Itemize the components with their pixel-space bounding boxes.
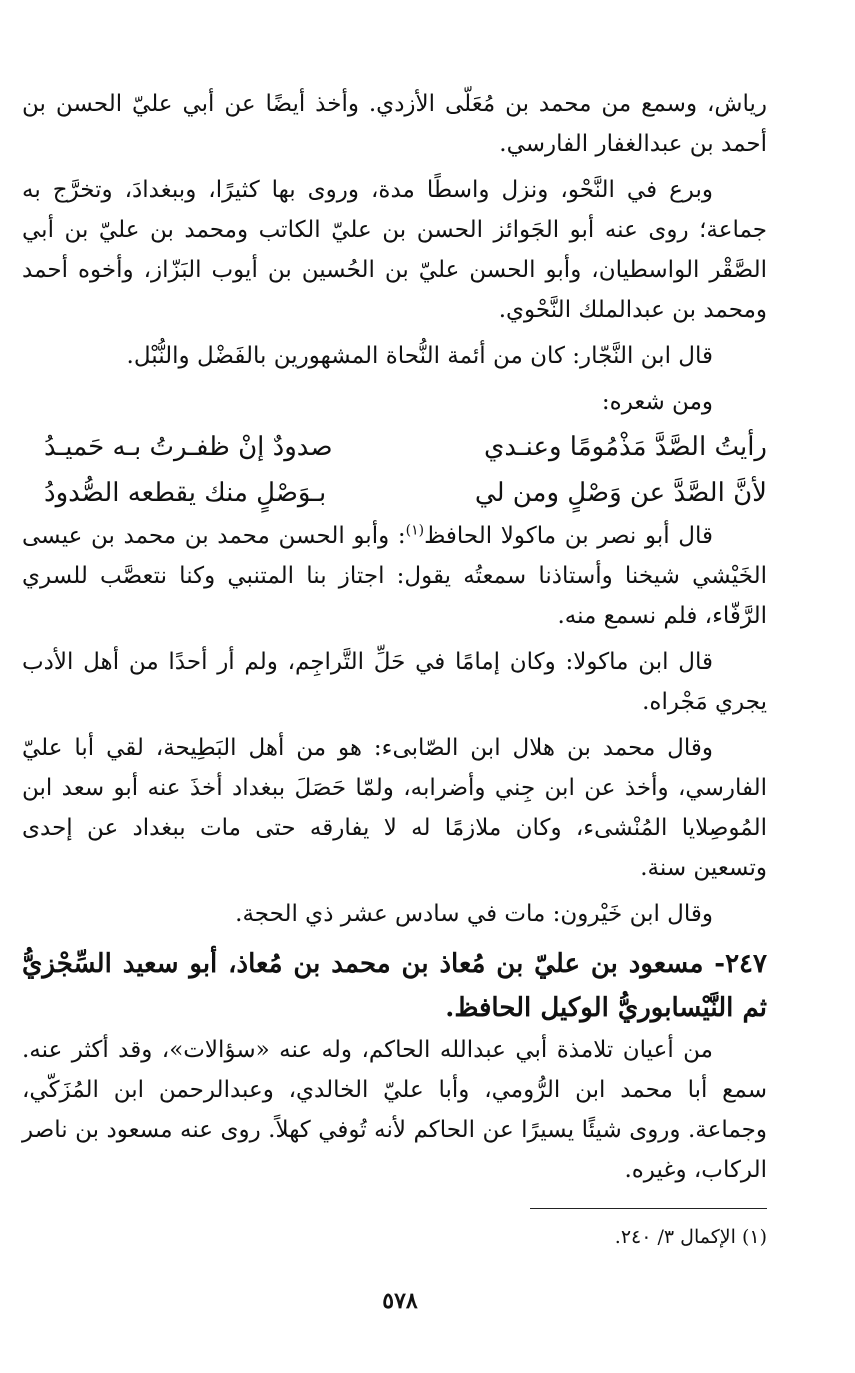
verse-1-first-half: رأيتُ الصَّدَّ مَذْمُومًا وعنـدي (484, 432, 767, 462)
paragraph-5 (22, 516, 767, 636)
paragraph-9: من أعيان تلامذة أبي عبدالله الحاكم، وله عنه «سؤالات»، وقد أكثر عنه. سمع أبا محمد ابن الرُّومي، وأبا عليّ الخالدي، وعبدالرحمن ابن المُزَكّي، وجماعة. وروى شيئًا يسيرًا عن الحاكم لأنه تُوفي كهلاً. روى عنه مسعود بن ناصر الركاب، وغيره. (22, 1037, 767, 1183)
paragraph-5-start: قال أبو نصر بن ماكولا الحافظ (424, 523, 713, 549)
poem-verse-2 (22, 470, 767, 516)
entry-heading: ٢٤٧- مسعود بن عليّ بن مُعاذ بن محمد بن مُعاذ، أبو سعيد السِّجْزيُّ ثم النَّيْسابوريُّ الوكيل الحافظ. (22, 949, 767, 1023)
main-text (22, 84, 767, 1190)
footnote-text: الإكمال ٣/ ٢٤٠. (614, 1226, 736, 1248)
poem (22, 424, 767, 516)
paragraph-1: رياش، وسمع من محمد بن مُعَلّى الأزدي. وأخذ أيضًا عن أبي عليّ الحسن بن أحمد بن عبدالغفار الفارسي. (22, 91, 767, 157)
paragraph-5-rest: : وأبو الحسن محمد بن محمد بن عيسى الخَيْشي شيخنا وأستاذنا سمعتُه يقول: اجتاز بنا المتنبي وكنا نتعصَّب للسري الرَّفّاء، فلم نسمع منه. (22, 523, 767, 629)
paragraph-8: وقال ابن خَيْرون: مات في سادس عشر ذي الحجة. (235, 901, 713, 927)
paragraph-4-poem-intro: ومن شعره: (601, 389, 713, 415)
paragraph-2: وبرع في النَّحْو، ونزل واسطًا مدة، وروى بها كثيرًا، وببغدادَ، وتخرَّج به جماعة؛ روى عنه أبو الجَوائز الحسن بن عليّ الكاتب ومحمد بن عليّ بن أبي الصَّقْر الواسطيان، وأبو الحسن عليّ بن الحُسين بن أيوب البَزّاز، وأخوه أحمد ومحمد بن عبدالملك النَّحْوي. (22, 177, 767, 323)
verse-2-first-half: لأنَّ الصَّدَّ عن وَصْلٍ ومن لي (474, 478, 767, 508)
verse-1-second-half: صدودٌ إنْ ظفـرتُ بـه حَميـدُ (44, 432, 333, 462)
footnote-reference: (١) (405, 522, 425, 539)
footnote (615, 1223, 767, 1251)
paragraph-3: قال ابن النَّجّار: كان من أئمة النُّحاة المشهورين بالفَضْل والنُّبْل. (126, 343, 713, 369)
footnote-marker: (١) (741, 1226, 767, 1248)
verse-2-second-half: بـوَصْلٍ منك يقطعه الصُّدودُ (44, 478, 327, 508)
poem-verse-1 (22, 424, 767, 470)
page-number: ٥٧٨ (382, 1288, 418, 1314)
footnote-divider (530, 1208, 767, 1209)
paragraph-6: قال ابن ماكولا: وكان إمامًا في حَلِّ التَّراجِم، ولم أر أحدًا من أهل الأدب يجري مَجْراه. (22, 649, 767, 715)
paragraph-7: وقال محمد بن هلال ابن الصّابىء: هو من أهل البَطِيحة، لقي أبا عليّ الفارسي، وأخذ عن ابن جِني وأضرابه، ولمّا حَصَلَ ببغداد أخذَ عنه أبو سعد ابن المُوصِلايا المُنْشىء، وكان ملازمًا له لا يفارقه حتى مات ببغداد عن إحدى وتسعين سنة. (22, 735, 767, 881)
